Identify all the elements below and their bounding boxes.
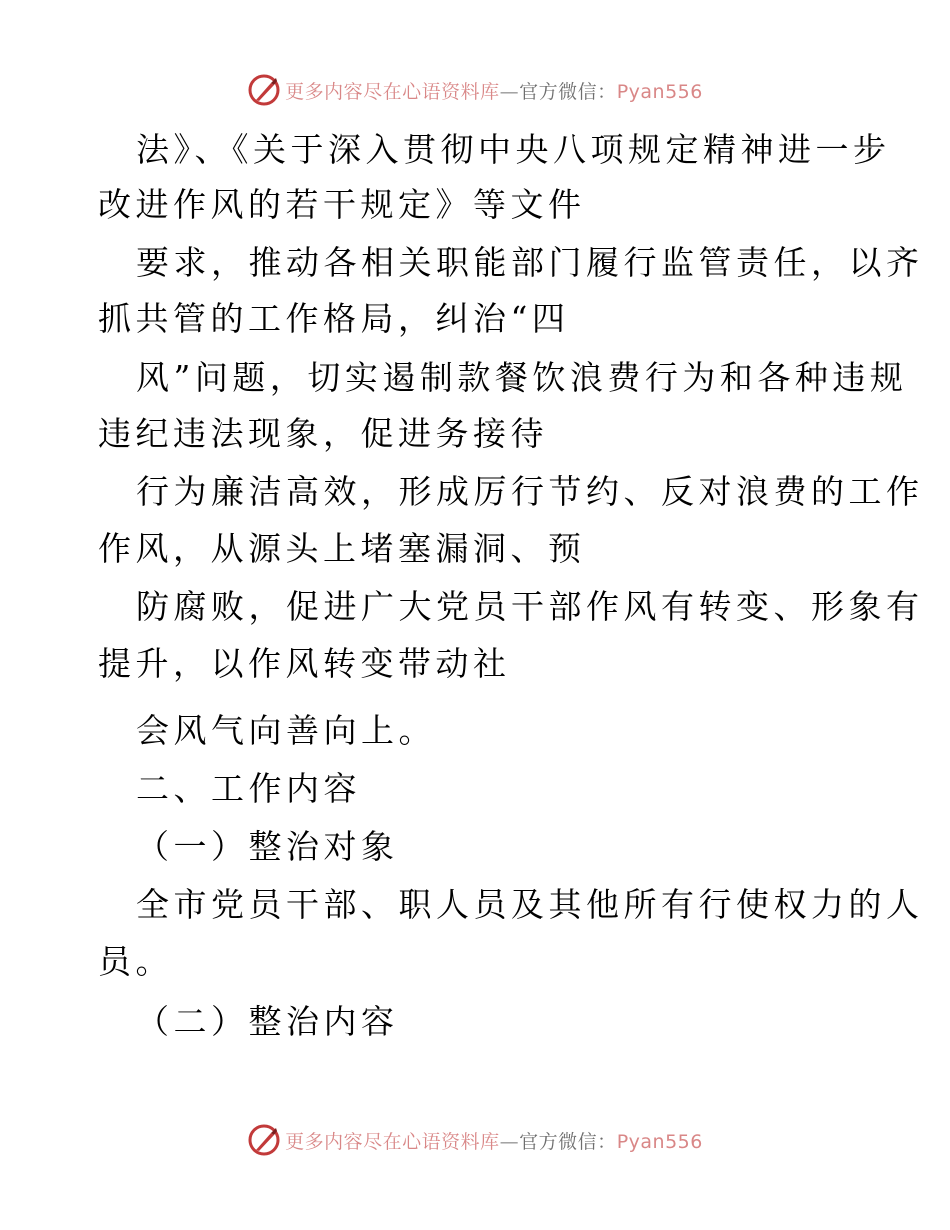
paragraph-line: 员。 xyxy=(98,942,173,981)
header-watermark xyxy=(0,70,950,110)
quill-pen-circle-icon xyxy=(247,1123,281,1157)
subsection-heading: （二）整治内容 xyxy=(136,1002,399,1041)
paragraph-line: 作风，从源头上堵塞漏洞、预 xyxy=(98,529,586,568)
paragraph-line: 改进作风的若干规定》等文件 xyxy=(98,185,586,224)
watermark-brand: 更多内容尽在心语资料库 xyxy=(285,80,500,103)
paragraph-line: 要求，推动各相关职能部门履行监管责任，以齐 xyxy=(136,243,924,282)
subsection-heading: （一）整治对象 xyxy=(136,827,399,866)
paragraph-line: 提升，以作风转变带动社 xyxy=(98,644,511,683)
watermark-wechat-label: 官方微信： xyxy=(519,80,617,103)
watermark-brand: 更多内容尽在心语资料库 xyxy=(285,1130,500,1153)
paragraph-line: 防腐败，促进广大党员干部作风有转变、形象有 xyxy=(136,587,924,626)
paragraph-line: 全市党员干部、职人员及其他所有行使权力的人 xyxy=(136,885,924,924)
watermark-separator: — xyxy=(499,80,520,103)
paragraph-line: 行为廉洁高效，形成厉行节约、反对浪费的工作 xyxy=(136,472,924,511)
paragraph-line: 抓共管的工作格局，纠治“四 xyxy=(98,299,570,338)
paragraph-line: 会风气向善向上。 xyxy=(136,711,436,750)
quill-pen-circle-icon xyxy=(247,73,281,107)
footer-watermark xyxy=(0,1120,950,1160)
paragraph-line: 违纪违法现象，促进务接待 xyxy=(98,414,548,453)
paragraph-line: 法》、《关于深入贯彻中央八项规定精神进一步 xyxy=(136,130,891,169)
watermark-wechat-id: Pyan556 xyxy=(616,1130,703,1153)
watermark-separator: — xyxy=(499,1130,520,1153)
watermark-wechat-label: 官方微信： xyxy=(519,1130,617,1153)
watermark-wechat-id: Pyan556 xyxy=(616,80,703,103)
paragraph-line: 风”问题，切实遏制款餐饮浪费行为和各种违规 xyxy=(136,358,908,397)
section-heading: 二、工作内容 xyxy=(136,769,361,808)
watermark-text xyxy=(285,1127,703,1154)
watermark-text xyxy=(285,77,703,104)
